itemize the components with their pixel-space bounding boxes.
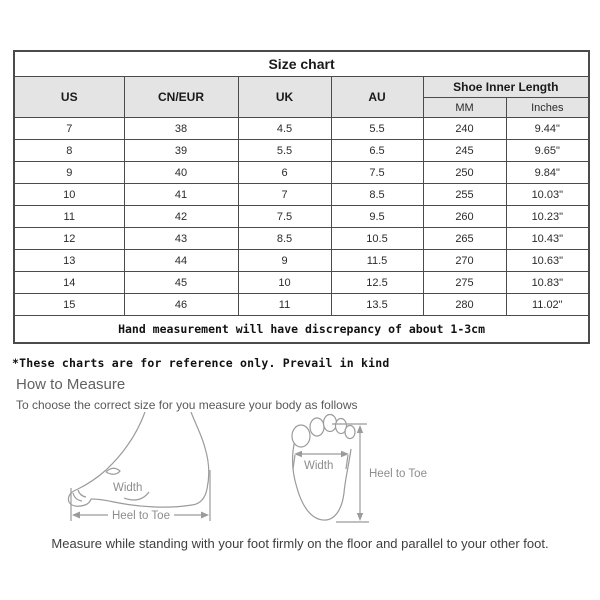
table-cell: 5.5 <box>238 140 331 162</box>
table-cell: 9.84" <box>506 162 589 184</box>
arrowhead-left <box>72 512 80 519</box>
table-cell: 5.5 <box>331 118 423 140</box>
column-header-au: AU <box>331 77 423 118</box>
width-tick-left <box>293 455 295 469</box>
table-cell: 9 <box>238 250 331 272</box>
table-cell: 245 <box>423 140 506 162</box>
column-header-inches: Inches <box>506 98 589 118</box>
foot-toe-crease <box>78 490 86 497</box>
table-cell: 10.43" <box>506 228 589 250</box>
second-toe <box>310 418 324 436</box>
table-cell: 11.5 <box>331 250 423 272</box>
table-cell: 9.5 <box>331 206 423 228</box>
table-cell: 10 <box>238 272 331 294</box>
table-cell: 40 <box>124 162 238 184</box>
table-cell: 7.5 <box>331 162 423 184</box>
table-cell: 13 <box>14 250 124 272</box>
table-cell: 265 <box>423 228 506 250</box>
table-cell: 7.5 <box>238 206 331 228</box>
table-cell: 11 <box>238 294 331 316</box>
top-heel-toe-label: Heel to Toe <box>369 468 427 480</box>
table-cell: 7 <box>14 118 124 140</box>
table-cell: 11.02" <box>506 294 589 316</box>
pinky-toe <box>345 426 355 439</box>
table-cell: 43 <box>124 228 238 250</box>
table-cell: 12.5 <box>331 272 423 294</box>
foot-instep-bump <box>106 468 120 474</box>
foot-top-view-diagram <box>290 412 440 534</box>
table-row <box>14 294 589 316</box>
table-cell: 8.5 <box>331 184 423 206</box>
table-cell: 46 <box>124 294 238 316</box>
big-toe <box>292 425 310 447</box>
table-row <box>14 206 589 228</box>
table-row <box>14 162 589 184</box>
table-cell: 10.83" <box>506 272 589 294</box>
foot-heel-outline <box>191 412 209 505</box>
table-cell: 9 <box>14 162 124 184</box>
table-cell: 10 <box>14 184 124 206</box>
column-header-cneur: CN/EUR <box>124 77 238 118</box>
table-cell: 41 <box>124 184 238 206</box>
foot-instep-outline <box>78 412 145 489</box>
column-header-us: US <box>14 77 124 118</box>
table-cell: 240 <box>423 118 506 140</box>
arrowhead-right <box>201 512 209 519</box>
table-row <box>14 118 589 140</box>
table-cell: 10.23" <box>506 206 589 228</box>
foot-sole-outline <box>91 499 192 507</box>
table-cell: 6.5 <box>331 140 423 162</box>
table-cell: 38 <box>124 118 238 140</box>
table-cell: 270 <box>423 250 506 272</box>
table-cell: 7 <box>238 184 331 206</box>
table-cell: 13.5 <box>331 294 423 316</box>
top-width-label: Width <box>304 460 334 472</box>
arrowhead-down <box>357 513 363 521</box>
table-cell: 10.63" <box>506 250 589 272</box>
column-header-mm: MM <box>423 98 506 118</box>
table-cell: 280 <box>423 294 506 316</box>
table-cell: 14 <box>14 272 124 294</box>
how-to-measure-heading: How to Measure <box>16 376 126 393</box>
table-cell: 39 <box>124 140 238 162</box>
measure-instruction: Measure while standing with your foot firmly on the floor and parallel to your other foot. <box>51 536 549 551</box>
column-header-uk: UK <box>238 77 331 118</box>
table-cell: 12 <box>14 228 124 250</box>
table-cell: 10.03" <box>506 184 589 206</box>
table-header-row <box>14 77 589 98</box>
foot-side-view-diagram <box>58 412 228 534</box>
table-cell: 8.5 <box>238 228 331 250</box>
table-cell: 9.44" <box>506 118 589 140</box>
table-cell: 45 <box>124 272 238 294</box>
table-row <box>14 228 589 250</box>
table-cell: 4.5 <box>238 118 331 140</box>
table-footnote: Hand measurement will have discrepancy of about 1-3cm <box>14 316 589 344</box>
table-cell: 8 <box>14 140 124 162</box>
table-cell: 6 <box>238 162 331 184</box>
side-heel-toe-label: Heel to Toe <box>112 510 170 522</box>
table-cell: 42 <box>124 206 238 228</box>
table-row <box>14 184 589 206</box>
table-row <box>14 140 589 162</box>
table-cell: 9.65" <box>506 140 589 162</box>
table-title-row <box>14 51 589 77</box>
table-cell: 10.5 <box>331 228 423 250</box>
size-chart-table <box>13 50 590 344</box>
table-cell: 255 <box>423 184 506 206</box>
third-toe <box>324 415 337 432</box>
foot-toes-outline <box>68 489 91 506</box>
table-footnote-row <box>14 316 589 344</box>
arrowhead-up <box>357 425 363 433</box>
measure-diagrams <box>58 412 440 534</box>
reference-note: *These charts are for reference only. Prevail in kind <box>12 356 390 370</box>
side-width-label: Width <box>113 482 143 494</box>
table-cell: 250 <box>423 162 506 184</box>
table-row <box>14 272 589 294</box>
table-cell: 275 <box>423 272 506 294</box>
column-header-inner-length: Shoe Inner Length <box>423 77 589 98</box>
table-cell: 44 <box>124 250 238 272</box>
table-cell: 260 <box>423 206 506 228</box>
table-row <box>14 250 589 272</box>
table-cell: 15 <box>14 294 124 316</box>
how-to-measure-subheading: To choose the correct size for you measure your body as follows <box>16 398 358 412</box>
size-chart-title: Size chart <box>14 51 589 77</box>
table-cell: 11 <box>14 206 124 228</box>
